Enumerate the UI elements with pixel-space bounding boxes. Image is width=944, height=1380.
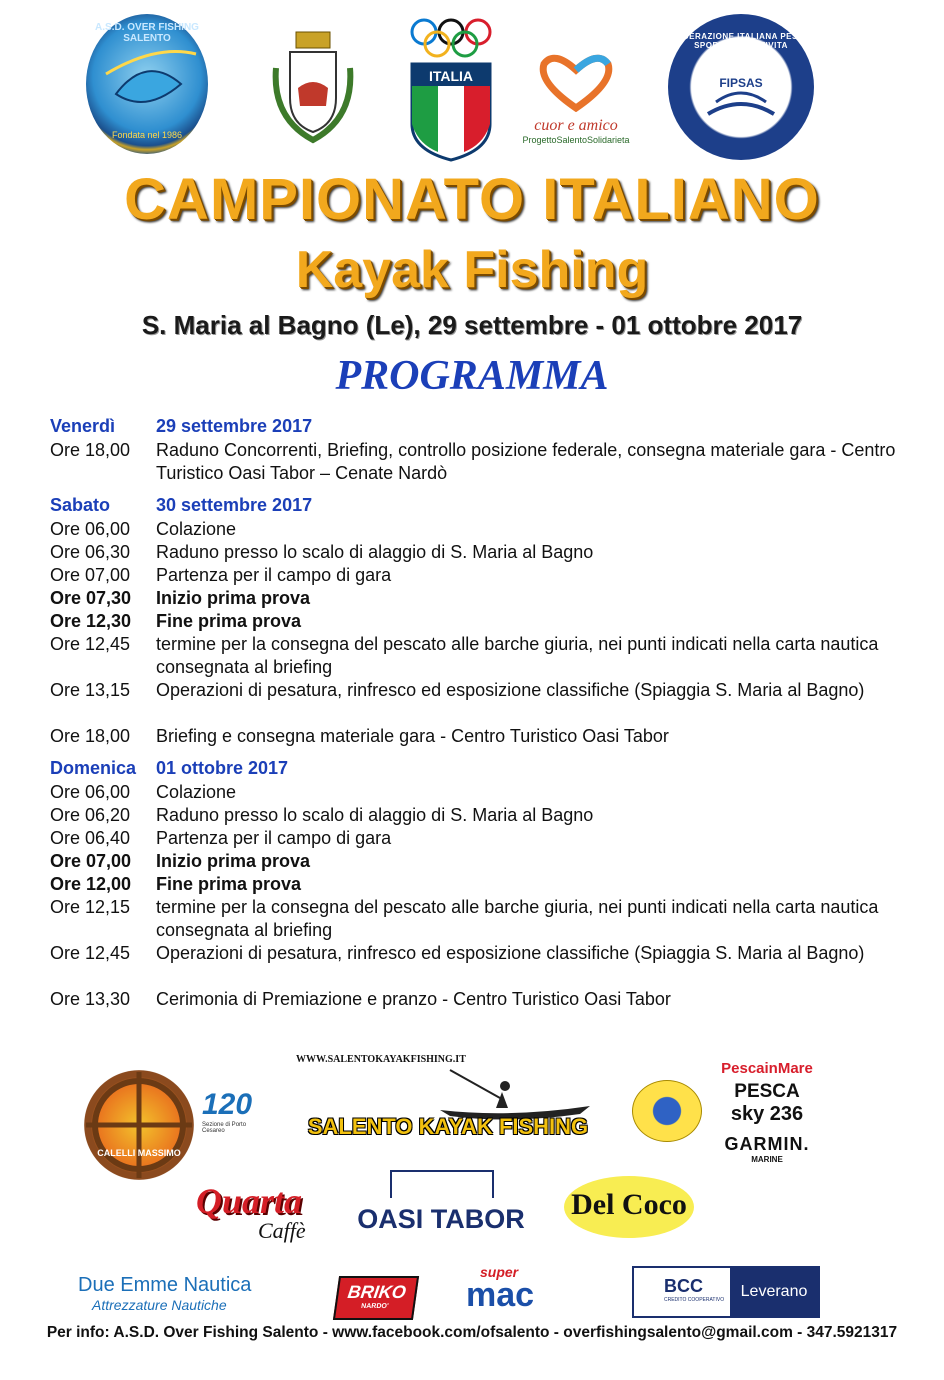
- wave-fish-icon: [668, 14, 814, 160]
- programma-heading: PROGRAMMA: [335, 353, 609, 399]
- schedule-time: Ore 12,30: [50, 611, 132, 631]
- quarta-caffe-logo: [196, 1180, 336, 1250]
- schedule-text: Raduno Concorrenti, Briefing, controllo posizione federale, consegna materiale gara - Centro Turistico Oasi Tabor – Cenate Nardò: [156, 440, 896, 483]
- coni-italia-logo: [404, 14, 498, 162]
- title-campionato: CAMPIONATO ITALIANO: [124, 167, 820, 232]
- over-fishing-ring-text: A.S.D. OVER FISHING SALENTO: [95, 22, 199, 44]
- oasi-name: OASI TABOR: [357, 1204, 525, 1234]
- pesca-in-mare-logo: [712, 1060, 822, 1190]
- schedule-text: Colazione: [156, 782, 237, 802]
- schedule-text: Fine prima prova: [156, 874, 302, 894]
- schedule-text: Inizio prima prova: [156, 851, 311, 871]
- briko-sub: NARDO': [360, 1303, 389, 1310]
- day-name: Domenica: [50, 758, 137, 778]
- bcc-place: Leverano: [730, 1268, 818, 1316]
- ship-wheel-icon: [84, 1070, 194, 1180]
- calelli-label: CALELLI MASSIMO: [97, 1148, 181, 1158]
- dueemme-sub: Attrezzature Nautiche: [92, 1297, 227, 1313]
- building-icon: [390, 1170, 494, 1198]
- circolo-vela-logo: [632, 1080, 702, 1142]
- schedule-time: Ore 06,00: [50, 782, 131, 802]
- supermac-logo: [466, 1264, 562, 1316]
- day-heading: [50, 416, 313, 437]
- day-heading: [50, 495, 313, 516]
- schedule-time: Ore 12,45: [50, 634, 131, 654]
- schedule-text: Briefing e consegna materiale gara - Centro Turistico Oasi Tabor: [156, 726, 669, 746]
- comune-crest-icon: [268, 28, 358, 146]
- schedule-time: Ore 07,30: [50, 588, 132, 608]
- schedule-time: Ore 07,00: [50, 565, 131, 585]
- anniversary-logo: [202, 1088, 268, 1148]
- quarta-sub: Caffè: [258, 1218, 306, 1243]
- supermac-super: super: [480, 1264, 519, 1280]
- garmin-marine: MARINE: [751, 1155, 783, 1164]
- briko-logo: [333, 1276, 419, 1320]
- schedule-text: Cerimonia di Premiazione e pranzo - Centro Turistico Oasi Tabor: [156, 989, 671, 1009]
- cuore-name: cuor e amico: [534, 117, 618, 134]
- schedule-text: Colazione: [156, 519, 237, 539]
- pesca-in-mare: PescainMare: [721, 1060, 813, 1077]
- day-date: 01 ottobre 2017: [156, 758, 289, 778]
- title-kayak-fishing: Kayak Fishing: [295, 241, 649, 299]
- schedule-time: Ore 12,00: [50, 874, 132, 894]
- briko-name: BRIKO: [346, 1282, 408, 1302]
- schedule-time: Ore 12,45: [50, 943, 131, 963]
- day-name: Sabato: [50, 495, 111, 515]
- schedule-time: Ore 18,00: [50, 726, 131, 746]
- schedule-time: Ore 13,30: [50, 989, 131, 1009]
- schedule-time: Ore 06,00: [50, 519, 131, 539]
- fipsas-label: FIPSAS: [719, 76, 763, 90]
- salento-kayak-fishing-logo: [290, 1054, 606, 1144]
- schedule-text: Operazioni di pesatura, rinfresco ed esposizione classifiche (Spiaggia S. Maria al Bagno): [156, 943, 865, 963]
- schedule-text: Fine prima prova: [156, 611, 302, 631]
- day-name: Venerdì: [50, 416, 116, 436]
- del-coco-logo: [564, 1176, 694, 1238]
- garmin-label: GARMIN.: [724, 1134, 810, 1154]
- day-heading: [50, 758, 289, 779]
- pesca-channel: PESCA: [734, 1081, 800, 1102]
- schedule-time: Ore 18,00: [50, 440, 131, 460]
- anniversary-sub: Sezione di Porto Cesareo: [202, 1122, 247, 1134]
- over-fishing-logo: [86, 14, 208, 154]
- sky-channel: sky 236: [730, 1103, 804, 1125]
- schedule-time: Ore 06,30: [50, 542, 131, 562]
- schedule-time: Ore 06,40: [50, 828, 131, 848]
- day-date: 30 settembre 2017: [156, 495, 313, 515]
- schedule-text: Partenza per il campo di gara: [156, 828, 392, 848]
- due-emme-nautica-logo: [78, 1274, 268, 1318]
- schedule-text: Inizio prima prova: [156, 588, 311, 608]
- heart-icon: [508, 52, 644, 112]
- supermac-mac: mac: [466, 1276, 535, 1314]
- schedule-text: Partenza per il campo di gara: [156, 565, 392, 585]
- schedule-text: termine per la consegna del pescato alle barche giuria, nei punti indicati nella carta nautica consegnata al briefing: [156, 897, 879, 940]
- title-location-dates: S. Maria al Bagno (Le), 29 settembre - 01 ottobre 2017: [141, 310, 803, 340]
- schedule-text: Operazioni di pesatura, rinfresco ed esposizione classifiche (Spiaggia S. Maria al Bagno): [156, 680, 865, 700]
- schedule-time: Ore 06,20: [50, 805, 131, 825]
- over-fishing-founded: Fondata nel 1986: [111, 130, 183, 140]
- bcc-name: BCC: [664, 1276, 703, 1296]
- fipsas-logo: [668, 14, 814, 160]
- olympic-rings-icon: [404, 14, 498, 162]
- cuore-amico-logo: [508, 52, 644, 148]
- schedule-time: Ore 12,15: [50, 897, 131, 917]
- quarta-name: Quarta: [196, 1181, 303, 1221]
- day-date: 29 settembre 2017: [156, 416, 313, 436]
- dueemme-name: Due Emme Nautica: [78, 1274, 252, 1296]
- skf-name: SALENTO KAYAK FISHING: [307, 1114, 589, 1139]
- schedule-text: Raduno presso lo scalo di alaggio di S. Maria al Bagno: [156, 542, 594, 562]
- calelli-massimo-logo: [84, 1070, 194, 1180]
- schedule-text: Raduno presso lo scalo di alaggio di S. Maria al Bagno: [156, 805, 594, 825]
- schedule-time: Ore 13,15: [50, 680, 131, 700]
- bcc-leverano-logo: [632, 1266, 820, 1318]
- schedule-text: termine per la consegna del pescato alle barche giuria, nei punti indicati nella carta nautica consegnata al briefing: [156, 634, 879, 677]
- schedule-time: Ore 07,00: [50, 851, 132, 871]
- delcoco-name: Del Coco: [571, 1188, 687, 1221]
- cuore-sub: ProgettoSalentoSolidarieta: [522, 135, 630, 145]
- skf-url: WWW.SALENTOKAYAKFISHING.IT: [296, 1054, 466, 1065]
- fipsas-ring-text: FEDERAZIONE ITALIANA PESCA SPORTIVA E ATTIVITA SUBACQUEE: [671, 32, 811, 59]
- olimpic-label: ITALIA: [428, 68, 474, 84]
- footer-contact-info: Per info: A.S.D. Over Fishing Salento - www.facebook.com/ofsalento - overfishingsalento@gmail.com - 347.5921317: [46, 1324, 898, 1341]
- bcc-left: [634, 1268, 728, 1316]
- bcc-sub: CREDITO COOPERATIVO: [664, 1297, 725, 1303]
- anniversary-number: 120: [202, 1088, 253, 1121]
- oasi-tabor-logo: [352, 1170, 530, 1236]
